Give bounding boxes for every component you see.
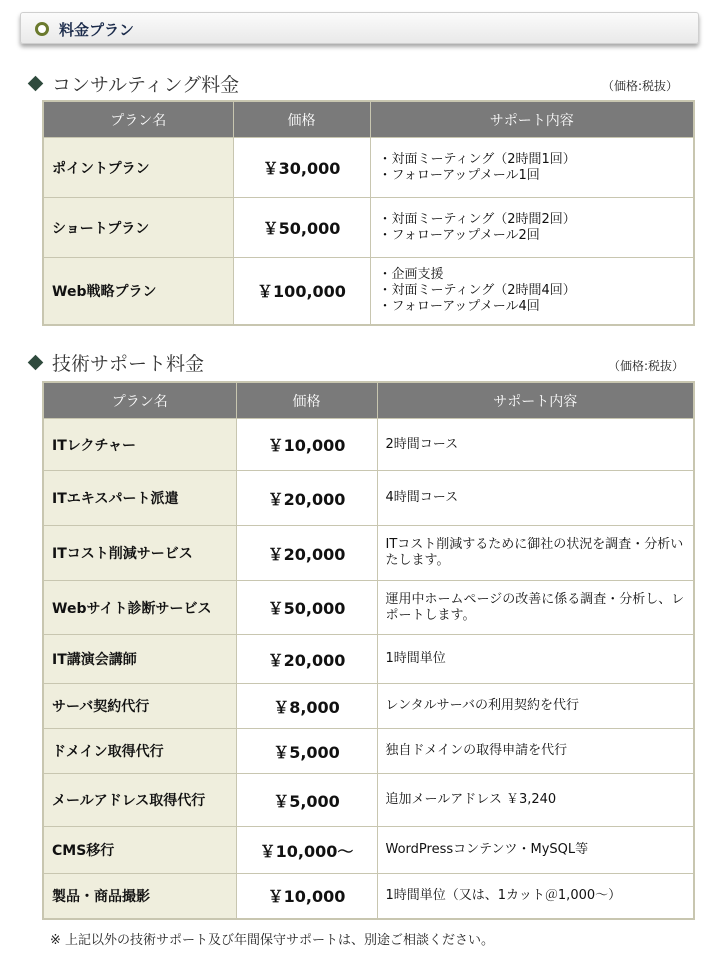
- plan-name: ドメイン取得代行: [43, 729, 236, 774]
- tech-title-text: 技術サポート料金: [52, 353, 205, 375]
- plan-name: Webサイト診断サービス: [43, 581, 236, 635]
- support-line: ・企画支援: [378, 266, 444, 282]
- plan-support: WordPressコンテンツ・MySQL等: [377, 827, 694, 874]
- plan-price: ￥10,000: [236, 874, 377, 919]
- support-line: ・対面ミーティング（2時間1回）: [378, 151, 576, 167]
- support-line: ・フォローアップメール2回: [378, 227, 540, 243]
- support-line: ・フォローアップメール1回: [378, 167, 540, 183]
- table-row: [43, 526, 694, 581]
- column-header: サポート内容: [377, 382, 694, 419]
- column-header: プラン名: [43, 101, 233, 138]
- plan-price: ￥100,000: [233, 258, 370, 325]
- table-row: [43, 258, 694, 325]
- plan-name: ITレクチャー: [43, 419, 236, 471]
- consulting-tax-note: （価格:税抜）: [602, 79, 679, 93]
- plan-support: 追加メールアドレス ￥3,240: [377, 774, 694, 827]
- plan-price: ￥8,000: [236, 684, 377, 729]
- table-row: [43, 874, 694, 919]
- diamond-bullet-icon: [28, 76, 44, 92]
- table-row: [43, 729, 694, 774]
- plan-price: ￥30,000: [233, 138, 370, 198]
- plan-price: ￥10,000～: [236, 827, 377, 874]
- plan-support: 運用中ホームページの改善に係る調査・分析し、レポートします。: [377, 581, 694, 635]
- plan-name: Web戦略プラン: [43, 258, 233, 325]
- tech-price-table: [42, 381, 695, 920]
- plan-name: 製品・商品撮影: [43, 874, 236, 919]
- plan-name: ポイントプラン: [43, 138, 233, 198]
- table-header-row: [43, 101, 694, 138]
- column-header: 価格: [233, 101, 370, 138]
- plan-price: ￥50,000: [236, 581, 377, 635]
- column-header: プラン名: [43, 382, 236, 419]
- plan-name: ITコスト削減サービス: [43, 526, 236, 581]
- plan-support: 1時間単位（又は、1カット＠1,000～）: [377, 874, 694, 919]
- plan-price: ￥20,000: [236, 526, 377, 581]
- footer-note: ※ 上記以外の技術サポート及び年間保守サポートは、別途ご相談ください。: [50, 933, 495, 948]
- plan-price: ￥10,000: [236, 419, 377, 471]
- table-row: [43, 827, 694, 874]
- tech-section-title: [28, 349, 204, 376]
- plan-name: ITエキスパート派遣: [43, 471, 236, 526]
- table-row: [43, 581, 694, 635]
- plan-name: IT講演会講師: [43, 635, 236, 684]
- plan-support: [370, 138, 694, 198]
- consulting-price-table: [42, 100, 695, 326]
- page-header: [20, 12, 699, 44]
- support-line: ・対面ミーティング（2時間2回）: [378, 211, 576, 227]
- table-row: [43, 684, 694, 729]
- plan-price: ￥20,000: [236, 635, 377, 684]
- plan-support: [370, 258, 694, 325]
- table-row: [43, 138, 694, 198]
- support-line: ・フォローアップメール4回: [378, 298, 540, 314]
- support-line: ・対面ミーティング（2時間4回）: [378, 282, 576, 298]
- table-row: [43, 774, 694, 827]
- plan-support: レンタルサーバの利用契約を代行: [377, 684, 694, 729]
- plan-support: ITコスト削減するために御社の状況を調査・分析いたします。: [377, 526, 694, 581]
- plan-support: 1時間単位: [377, 635, 694, 684]
- plan-name: メールアドレス取得代行: [43, 774, 236, 827]
- table-header-row: [43, 382, 694, 419]
- plan-support: 2時間コース: [377, 419, 694, 471]
- plan-price: ￥5,000: [236, 729, 377, 774]
- table-row: [43, 635, 694, 684]
- plan-support: 独自ドメインの取得申請を代行: [377, 729, 694, 774]
- plan-name: ショートプラン: [43, 198, 233, 258]
- tech-tax-note: （価格:税抜）: [608, 359, 685, 373]
- consulting-section-title: [28, 70, 239, 97]
- column-header: サポート内容: [370, 101, 694, 138]
- plan-support: [370, 198, 694, 258]
- plan-name: CMS移行: [43, 827, 236, 874]
- plan-name: サーバ契約代行: [43, 684, 236, 729]
- table-row: [43, 198, 694, 258]
- diamond-bullet-icon: [28, 355, 44, 371]
- circle-bullet-icon: [35, 22, 49, 36]
- table-row: [43, 419, 694, 471]
- column-header: 価格: [236, 382, 377, 419]
- plan-price: ￥50,000: [233, 198, 370, 258]
- plan-price: ￥5,000: [236, 774, 377, 827]
- consulting-title-text: コンサルティング料金: [52, 74, 240, 96]
- table-row: [43, 471, 694, 526]
- plan-price: ￥20,000: [236, 471, 377, 526]
- plan-support: 4時間コース: [377, 471, 694, 526]
- page-title: 料金プラン: [59, 21, 135, 39]
